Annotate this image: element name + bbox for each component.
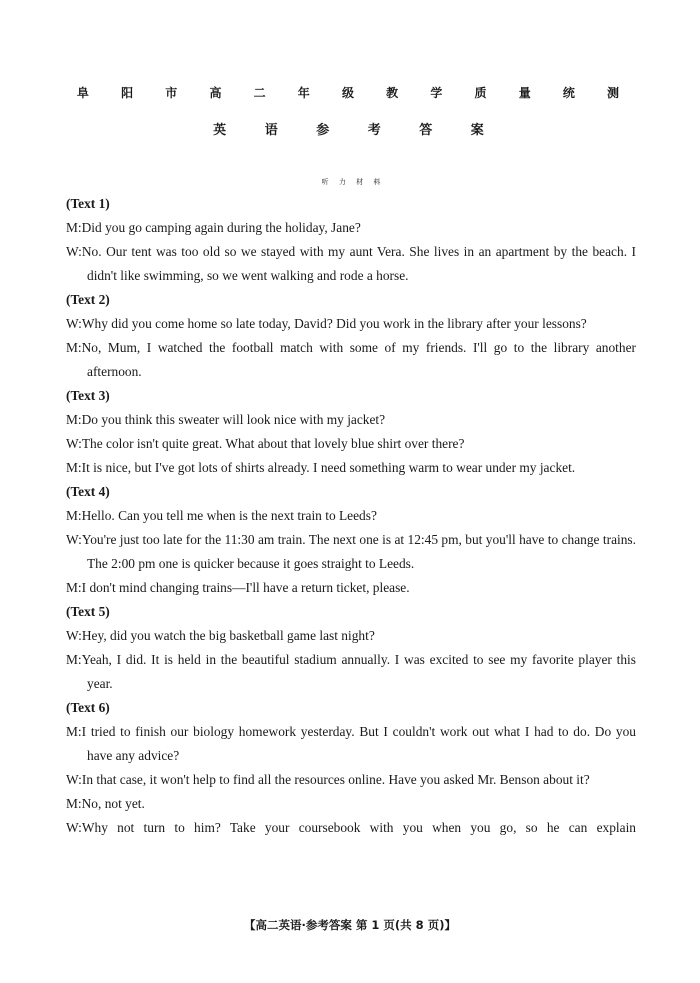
dialogue-line: [66, 624, 636, 648]
transcript-body: [66, 192, 636, 840]
dialogue-text: Did you go camping again during the holiday, Jane?: [81, 220, 361, 235]
speaker-tag: M:: [66, 412, 82, 427]
dialogue-text: The color isn't quite great. What about that lovely blue shirt over there?: [81, 436, 465, 451]
speaker-tag: M:: [66, 508, 82, 523]
dialogue-line: [66, 336, 636, 384]
speaker-tag: M:: [66, 220, 82, 235]
speaker-tag: M:: [66, 796, 82, 811]
dialogue-text: No, Mum, I watched the football match with some of my friends. I'll go to the library another afternoon.: [81, 340, 636, 379]
dialogue-text: Why did you come home so late today, David? Did you work in the library after your lessons?: [81, 316, 587, 331]
dialogue-text: Hello. Can you tell me when is the next train to Leeds?: [81, 508, 377, 523]
dialogue-line: [66, 576, 636, 600]
speaker-tag: M:: [66, 652, 82, 667]
text-label: (Text 2): [66, 292, 110, 307]
exam-title: 阜 阳 市 高 二 年 级 教 学 质 量 统 测: [76, 86, 634, 100]
speaker-tag: M:: [66, 340, 82, 355]
dialogue-line: [66, 720, 636, 768]
dialogue-line: [66, 504, 636, 528]
dialogue-line: [66, 432, 636, 456]
speaker-tag: W:: [66, 820, 82, 835]
text-label: (Text 6): [66, 700, 110, 715]
speaker-tag: W:: [66, 532, 82, 547]
speaker-tag: M:: [66, 460, 82, 475]
speaker-tag: M:: [66, 724, 82, 739]
text-label: (Text 5): [66, 604, 110, 619]
speaker-tag: W:: [66, 436, 82, 451]
dialogue-line: [66, 648, 636, 696]
dialogue-text: No, not yet.: [81, 796, 145, 811]
dialogue-line: [66, 312, 636, 336]
speaker-tag: W:: [66, 628, 82, 643]
dialogue-text: I tried to finish our biology homework yesterday. But I couldn't work out what I had to do. Do you have any advice?: [81, 724, 636, 763]
dialogue-text: It is nice, but I've got lots of shirts already. I need something warm to wear under my jacket.: [81, 460, 576, 475]
dialogue-line: [66, 792, 636, 816]
dialogue-text: You're just too late for the 11:30 am train. The next one is at 12:45 pm, but you'll have to change trains. The 2:00 pm one is quicker because it goes straight to Leeds.: [81, 532, 636, 571]
dialogue-text: In that case, it won't help to find all the resources online. Have you asked Mr. Benson about it?: [81, 772, 590, 787]
dialogue-line: [66, 240, 636, 288]
dialogue-text: Why not turn to him? Take your coursebook with you when you go, so he can explain: [81, 820, 636, 835]
page-footer: 【高二英语·参考答案 第 1 页(共 8 页)】: [244, 918, 456, 932]
dialogue-text: Hey, did you watch the big basketball game last night?: [81, 628, 375, 643]
speaker-tag: W:: [66, 244, 82, 259]
speaker-tag: M:: [66, 580, 82, 595]
dialogue-line: [66, 216, 636, 240]
dialogue-line: [66, 408, 636, 432]
text-label: (Text 1): [66, 196, 110, 211]
text-label: (Text 4): [66, 484, 110, 499]
text-label: (Text 3): [66, 388, 110, 403]
dialogue-line: [66, 456, 636, 480]
speaker-tag: W:: [66, 772, 82, 787]
dialogue-line: [66, 768, 636, 792]
dialogue-text: I don't mind changing trains—I'll have a return ticket, please.: [81, 580, 410, 595]
dialogue-text: Yeah, I did. It is held in the beautiful stadium annually. I was excited to see my favorite player this year.: [81, 652, 636, 691]
dialogue-text: No. Our tent was too old so we stayed with my aunt Vera. She lives in an apartment by the beach. I didn't like swimming, so we went walking and rode a horse.: [81, 244, 636, 283]
dialogue-line: [66, 816, 636, 840]
dialogue-text: Do you think this sweater will look nice with my jacket?: [81, 412, 386, 427]
answer-key-subtitle: 英 语 参 考 答 案: [213, 123, 501, 138]
dialogue-line: [66, 528, 636, 576]
listening-material-label: 听 力 材 料: [321, 178, 385, 186]
speaker-tag: W:: [66, 316, 82, 331]
